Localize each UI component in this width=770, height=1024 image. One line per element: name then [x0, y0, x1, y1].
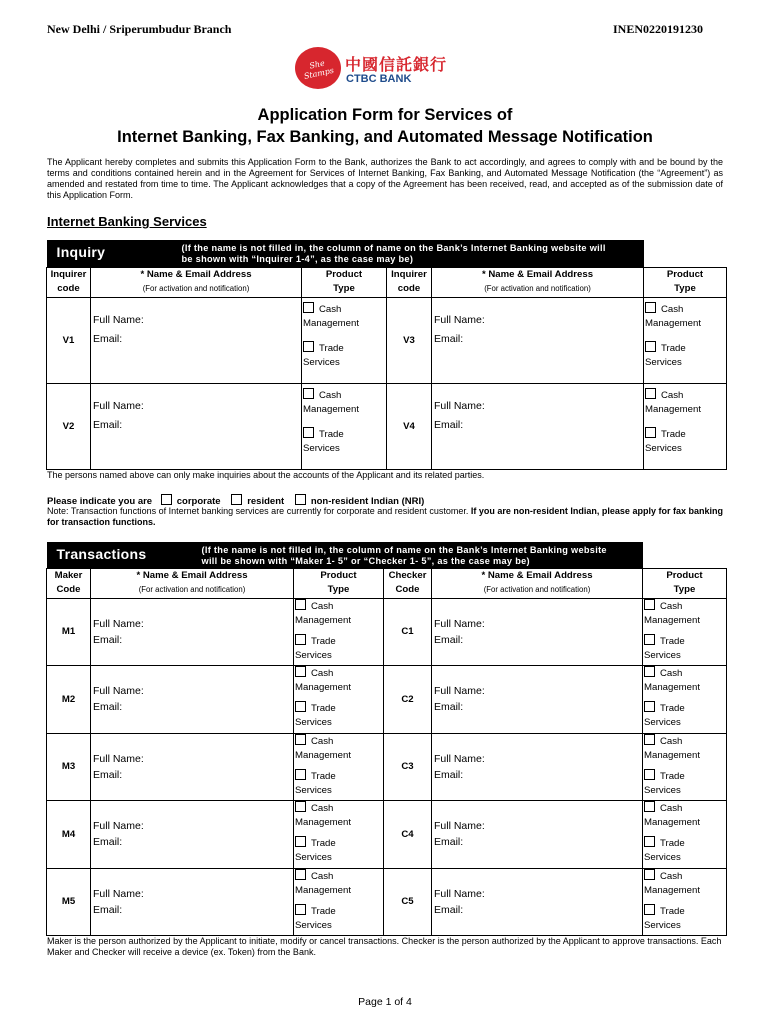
- checker-code: C2: [384, 666, 432, 734]
- transactions-column-headers: [47, 568, 727, 598]
- trade-label: Trade: [660, 905, 685, 917]
- cash-management-checkbox[interactable]: [644, 869, 655, 880]
- trade-services-checkbox[interactable]: [644, 769, 655, 780]
- email-field[interactable]: Email:: [434, 418, 464, 431]
- inquiry-row: [47, 383, 727, 469]
- maker-code: M4: [47, 801, 91, 869]
- management-label: Management: [295, 884, 351, 896]
- transactions-header-bar: [47, 542, 727, 568]
- inquiry-column-headers: [47, 267, 727, 297]
- name-email-header: * Name & Email Address: [136, 569, 248, 581]
- management-label: Management: [303, 403, 359, 415]
- services-label: Services: [303, 442, 340, 454]
- management-label: Management: [645, 403, 701, 415]
- inquirer-code: V1: [47, 297, 91, 383]
- reference-number: INEN0220191230: [613, 22, 704, 36]
- checker-code: C5: [384, 868, 432, 936]
- code-header: Code: [395, 583, 420, 595]
- type-header: Type: [333, 282, 355, 294]
- services-label: Services: [295, 852, 332, 863]
- full-name-field[interactable]: Full Name:: [434, 752, 485, 765]
- inquirer-code-header-2: code: [397, 282, 421, 294]
- trade-services-checkbox[interactable]: [303, 427, 314, 438]
- full-name-field[interactable]: Full Name:: [93, 313, 144, 326]
- cash-management-checkbox[interactable]: [295, 801, 306, 812]
- transactions-table: [46, 542, 727, 936]
- maker-code: M3: [47, 733, 91, 801]
- branch-name: New Delhi / Sriperumbudur Branch: [47, 22, 232, 36]
- inquirer-code: V4: [387, 383, 432, 469]
- transactions-label: Transactions: [56, 546, 147, 562]
- inquiry-note-line1: (If the name is not filled in, the column of name on the Bank’s Internet Banking website will: [181, 243, 606, 253]
- management-label: Management: [295, 749, 351, 761]
- bank-name-en: CTBC BANK: [346, 73, 412, 85]
- name-email-header: * Name & Email Address: [481, 569, 593, 581]
- inquirer-code-header-1: Inquirer: [50, 268, 87, 280]
- corporate-label: corporate: [176, 496, 221, 507]
- full-name-field[interactable]: Full Name:: [434, 313, 485, 326]
- trade-services-checkbox[interactable]: [295, 701, 306, 712]
- cash-label: Cash: [660, 735, 683, 747]
- inquiry-footnote: The persons named above can only make inquiries about the accounts of the Applicant and its related parties.: [47, 470, 485, 480]
- cash-management-checkbox[interactable]: [295, 666, 306, 677]
- services-label: Services: [295, 717, 332, 728]
- cash-label: Cash: [311, 668, 334, 679]
- product-header: Product: [666, 268, 704, 280]
- transaction-row: [47, 666, 727, 734]
- trade-label: Trade: [660, 770, 685, 782]
- email-field[interactable]: Email:: [93, 836, 123, 848]
- type-header: Type: [327, 583, 350, 595]
- management-label: Management: [303, 317, 359, 329]
- nri-label: non-resident Indian (NRI): [310, 496, 425, 507]
- management-label: Management: [295, 682, 351, 693]
- inquiry-note-line2: be shown with “Inquirer 1-4”, as the case may be): [181, 254, 414, 264]
- management-label: Management: [295, 817, 351, 828]
- inquirer-code-header-2: code: [57, 282, 80, 294]
- cash-label: Cash: [660, 870, 683, 882]
- logo-emblem-text: She Stamps: [303, 58, 335, 81]
- management-label: Management: [644, 817, 700, 828]
- product-header: Product: [666, 569, 703, 581]
- management-label: Management: [644, 884, 700, 896]
- cash-label: Cash: [319, 303, 342, 315]
- cash-label: Cash: [319, 389, 342, 401]
- management-label: Management: [645, 317, 701, 329]
- resident-checkbox[interactable]: [231, 494, 242, 505]
- inquirer-code-header-1: Inquirer: [391, 268, 427, 280]
- type-header: Type: [674, 282, 696, 294]
- transaction-row: [47, 598, 727, 666]
- full-name-field[interactable]: Full Name:: [93, 887, 144, 900]
- cash-management-checkbox[interactable]: [303, 388, 314, 399]
- checker-code: C3: [384, 733, 432, 801]
- maker-code: M2: [47, 666, 91, 734]
- product-header: Product: [320, 569, 357, 581]
- form-title-line2: Internet Banking, Fax Banking, and Automated Message Notification: [117, 128, 653, 146]
- trade-services-checkbox[interactable]: [295, 769, 306, 780]
- name-email-header: * Name & Email Address: [481, 268, 594, 280]
- form-title-line1: Application Form for Services of: [257, 106, 513, 124]
- cash-label: Cash: [311, 803, 334, 814]
- activation-note: (For activation and notification): [138, 584, 246, 594]
- cash-management-checkbox[interactable]: [644, 801, 655, 812]
- residency-note: [47, 506, 723, 528]
- email-field[interactable]: Email:: [434, 903, 464, 916]
- full-name-field[interactable]: Full Name:: [434, 887, 485, 900]
- email-field[interactable]: Email:: [434, 633, 464, 646]
- services-label: Services: [644, 919, 681, 931]
- activation-note: (For activation and notification): [484, 283, 591, 293]
- inquiry-table: [46, 240, 727, 470]
- transaction-row: [47, 868, 727, 936]
- product-header: Product: [325, 268, 363, 280]
- email-field[interactable]: Email:: [93, 332, 123, 345]
- trade-label: Trade: [660, 703, 685, 714]
- full-name-field[interactable]: Full Name:: [93, 752, 144, 765]
- transaction-row: [47, 733, 727, 801]
- checker-code: C4: [384, 801, 432, 869]
- trade-label: Trade: [311, 703, 336, 714]
- cash-management-checkbox[interactable]: [295, 869, 306, 880]
- residency-prompt: Please indicate you are: [47, 496, 153, 507]
- trade-services-checkbox[interactable]: [303, 341, 314, 352]
- services-label: Services: [295, 784, 332, 796]
- trade-label: Trade: [311, 635, 336, 647]
- bank-logo: [295, 46, 465, 94]
- trade-services-checkbox[interactable]: [295, 836, 306, 847]
- cash-label: Cash: [661, 389, 684, 401]
- inquiry-header-bar: [47, 240, 727, 267]
- email-field[interactable]: Email:: [434, 836, 464, 848]
- residency-note-bold: If you are non-resident Indian, please apply for fax banking for transaction functions.: [47, 506, 723, 527]
- bank-name-cn: 中國信託銀行: [345, 57, 448, 74]
- full-name-field[interactable]: Full Name:: [434, 820, 485, 832]
- logo-emblem-icon: [295, 47, 341, 89]
- trade-label: Trade: [311, 905, 336, 917]
- full-name-field[interactable]: Full Name:: [93, 399, 144, 412]
- full-name-field[interactable]: Full Name:: [434, 685, 485, 697]
- inquiry-row: [47, 297, 727, 383]
- maker-header: Maker: [54, 569, 83, 581]
- cash-management-checkbox[interactable]: [645, 302, 656, 313]
- email-field[interactable]: Email:: [434, 768, 464, 781]
- trade-services-checkbox[interactable]: [645, 427, 656, 438]
- inquirer-code: V3: [387, 297, 432, 383]
- cash-label: Cash: [311, 600, 334, 612]
- resident-label: resident: [247, 496, 285, 507]
- trade-services-checkbox[interactable]: [644, 904, 655, 915]
- trade-label: Trade: [319, 342, 344, 354]
- trade-services-checkbox[interactable]: [644, 634, 655, 645]
- cash-label: Cash: [661, 303, 684, 315]
- code-header: Code: [56, 583, 81, 595]
- maker-code: M5: [47, 868, 91, 936]
- services-label: Services: [644, 649, 681, 661]
- cash-management-checkbox[interactable]: [644, 666, 655, 677]
- inquiry-label: Inquiry: [56, 244, 106, 260]
- management-label: Management: [295, 614, 351, 626]
- management-label: Management: [644, 749, 700, 761]
- email-field[interactable]: Email:: [93, 633, 123, 646]
- activation-note: (For activation and notification): [483, 584, 591, 594]
- transactions-note-line1: (If the name is not filled in, the column of name on the Bank’s Internet Banking website: [201, 545, 607, 555]
- section-title: Internet Banking Services: [47, 214, 207, 229]
- cash-label: Cash: [311, 735, 334, 747]
- checker-code: C1: [384, 598, 432, 666]
- type-header: Type: [673, 583, 696, 595]
- services-label: Services: [644, 717, 681, 728]
- trade-services-checkbox[interactable]: [295, 634, 306, 645]
- services-label: Services: [644, 852, 681, 863]
- email-field[interactable]: Email:: [434, 332, 464, 345]
- intro-paragraph: The Applicant hereby completes and submits this Application Form to the Bank, authorizes the Bank to act accordingly, and agrees to comply with and be bound by the terms and conditions contained herein and in the Agreement for Services of Internet Banking, Fax Banking, and Automated Message Notification (the “Agreement”) as amended and restated from time to time. The Applicant acknowledges that a copy of the Agreement has been received, read, and accepted as of the submission date of this Application Form.: [47, 157, 723, 200]
- nri-checkbox[interactable]: [295, 494, 306, 505]
- inquirer-code: V2: [47, 383, 91, 469]
- trade-services-checkbox[interactable]: [295, 904, 306, 915]
- cash-label: Cash: [660, 803, 683, 814]
- services-label: Services: [645, 442, 682, 454]
- cash-label: Cash: [311, 870, 334, 882]
- transactions-note-line2: will be shown with “Maker 1- 5” or “Checker 1- 5”, as the case may be): [201, 556, 530, 566]
- cash-management-checkbox[interactable]: [303, 302, 314, 313]
- cash-label: Cash: [660, 600, 683, 612]
- full-name-field[interactable]: Full Name:: [93, 617, 144, 630]
- full-name-field[interactable]: Full Name:: [434, 399, 485, 412]
- activation-note: (For activation and notification): [142, 283, 250, 293]
- cash-label: Cash: [660, 668, 683, 679]
- transactions-footnote: Maker is the person authorized by the Applicant to initiate, modify or cancel transactions. Checker is the person authorized by the Applicant to approve transactions. Each Maker and Checker will receive a device (ex. Token) from the Bank.: [47, 936, 722, 957]
- trade-label: Trade: [660, 838, 685, 849]
- full-name-field[interactable]: Full Name:: [93, 820, 144, 832]
- page-number: Page 1 of 4: [358, 996, 412, 1008]
- trade-label: Trade: [661, 428, 686, 440]
- cash-management-checkbox[interactable]: [645, 388, 656, 399]
- name-email-header: * Name & Email Address: [140, 268, 252, 280]
- email-field[interactable]: Email:: [93, 903, 123, 916]
- trade-label: Trade: [661, 342, 686, 354]
- trade-services-checkbox[interactable]: [644, 701, 655, 712]
- services-label: Services: [303, 356, 340, 368]
- services-label: Services: [295, 649, 332, 661]
- management-label: Management: [644, 682, 700, 693]
- email-field[interactable]: Email:: [93, 701, 123, 713]
- maker-code: M1: [47, 598, 91, 666]
- full-name-field[interactable]: Full Name:: [93, 685, 144, 697]
- trade-services-checkbox[interactable]: [645, 341, 656, 352]
- full-name-field[interactable]: Full Name:: [434, 617, 485, 630]
- management-label: Management: [644, 614, 700, 626]
- residency-note-text: Note: Transaction functions of Internet banking services are currently for corporate and resident customer.: [47, 506, 469, 516]
- checker-header: Checker: [388, 569, 427, 581]
- cash-management-checkbox[interactable]: [295, 734, 306, 745]
- trade-label: Trade: [660, 635, 685, 647]
- trade-label: Trade: [311, 838, 336, 849]
- trade-label: Trade: [319, 428, 344, 440]
- services-label: Services: [644, 784, 681, 796]
- email-field[interactable]: Email:: [93, 768, 123, 781]
- services-label: Services: [645, 356, 682, 368]
- corporate-checkbox[interactable]: [161, 494, 172, 505]
- cash-management-checkbox[interactable]: [295, 599, 306, 610]
- email-field[interactable]: Email:: [434, 701, 464, 713]
- trade-label: Trade: [311, 770, 336, 782]
- cash-management-checkbox[interactable]: [644, 734, 655, 745]
- email-field[interactable]: Email:: [93, 418, 123, 431]
- services-label: Services: [295, 919, 332, 931]
- trade-services-checkbox[interactable]: [644, 836, 655, 847]
- cash-management-checkbox[interactable]: [644, 599, 655, 610]
- transaction-row: [47, 801, 727, 869]
